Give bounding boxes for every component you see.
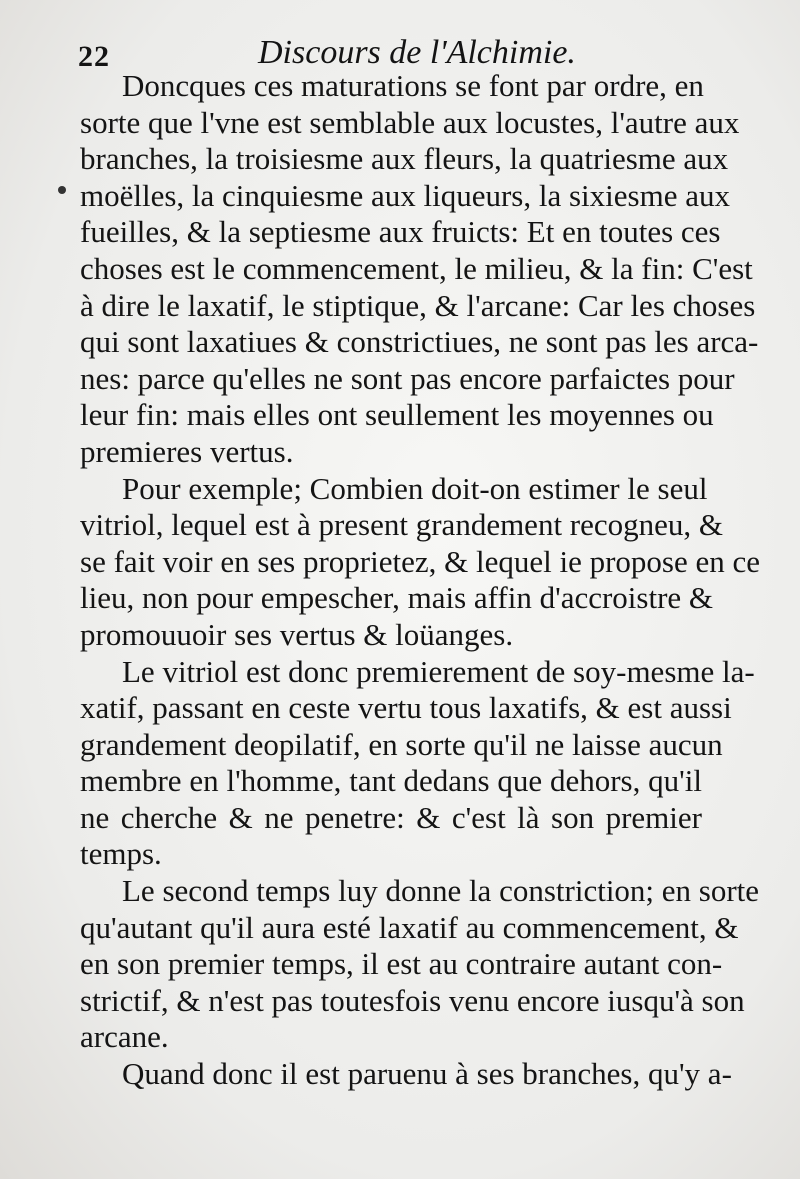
text-line: moëlles, la cinquiesme aux liqueurs, la sixiesme aux — [80, 177, 730, 213]
text-line: se fait voir en ses proprietez, & lequel ie propose en ce — [80, 543, 761, 579]
text-line: en son premier temps, il est au contraire autant con- — [80, 946, 723, 982]
text-line: nes: parce qu'elles ne sont pas encore parfaictes pour — [80, 360, 735, 396]
text-line: arcane. — [80, 1019, 169, 1055]
text-line: fueilles, & la septiesme aux fruicts: Et en toutes ces — [80, 214, 721, 250]
text-line: lieu, non pour empescher, mais affin d'accroistre & — [80, 580, 714, 616]
text-line: leur fin: mais elles ont seullement les moyennes ou — [80, 397, 714, 433]
text-line: strictif, & n'est pas toutesfois venu encore iusqu'à son — [80, 982, 745, 1018]
text-line: qu'autant qu'il aura esté laxatif au commencement, & — [80, 909, 739, 945]
page-number: 22 — [78, 40, 110, 73]
text-line: ne cherche & ne penetre: & c'est là son premier — [80, 799, 702, 835]
text-line: qui sont laxatiues & constrictiues, ne sont pas les arca- — [80, 324, 759, 360]
text-line: Quand donc il est paruenu à ses branches, qu'y a- — [122, 1056, 732, 1092]
ink-blot-mark — [58, 186, 66, 194]
text-line: branches, la troisiesme aux fleurs, la quatriesme aux — [80, 141, 729, 177]
text-line: premieres vertus. — [80, 433, 294, 469]
text-line: promouuoir ses vertus & loüanges. — [80, 616, 514, 652]
text-line: xatif, passant en ceste vertu tous laxatifs, & est aussi — [80, 690, 732, 726]
text-line: sorte que l'vne est semblable aux locustes, l'autre aux — [80, 104, 740, 140]
running-title: Discours de l'Alchimie. — [258, 34, 576, 71]
text-line: Doncques ces maturations se font par ordre, en — [122, 68, 704, 103]
text-line: Le vitriol est donc premierement de soy-mesme la- — [122, 653, 755, 689]
text-line: membre en l'homme, tant dedans que dehors, qu'il — [80, 763, 702, 799]
text-line: grandement deopilatif, en sorte qu'il ne laisse aucun — [80, 726, 723, 762]
text-line: temps. — [80, 836, 162, 872]
text-line: à dire le laxatif, le stiptique, & l'arcane: Car les choses — [80, 287, 756, 323]
text-line: Le second temps luy donne la constriction; en sorte — [122, 873, 760, 909]
body-text — [80, 68, 761, 1093]
text-line: Pour exemple; Combien doit-on estimer le seul — [122, 470, 708, 506]
text-line: choses est le commencement, le milieu, & la fin: C'est — [80, 250, 753, 286]
text-line: vitriol, lequel est à present grandement recogneu, & — [80, 507, 724, 543]
